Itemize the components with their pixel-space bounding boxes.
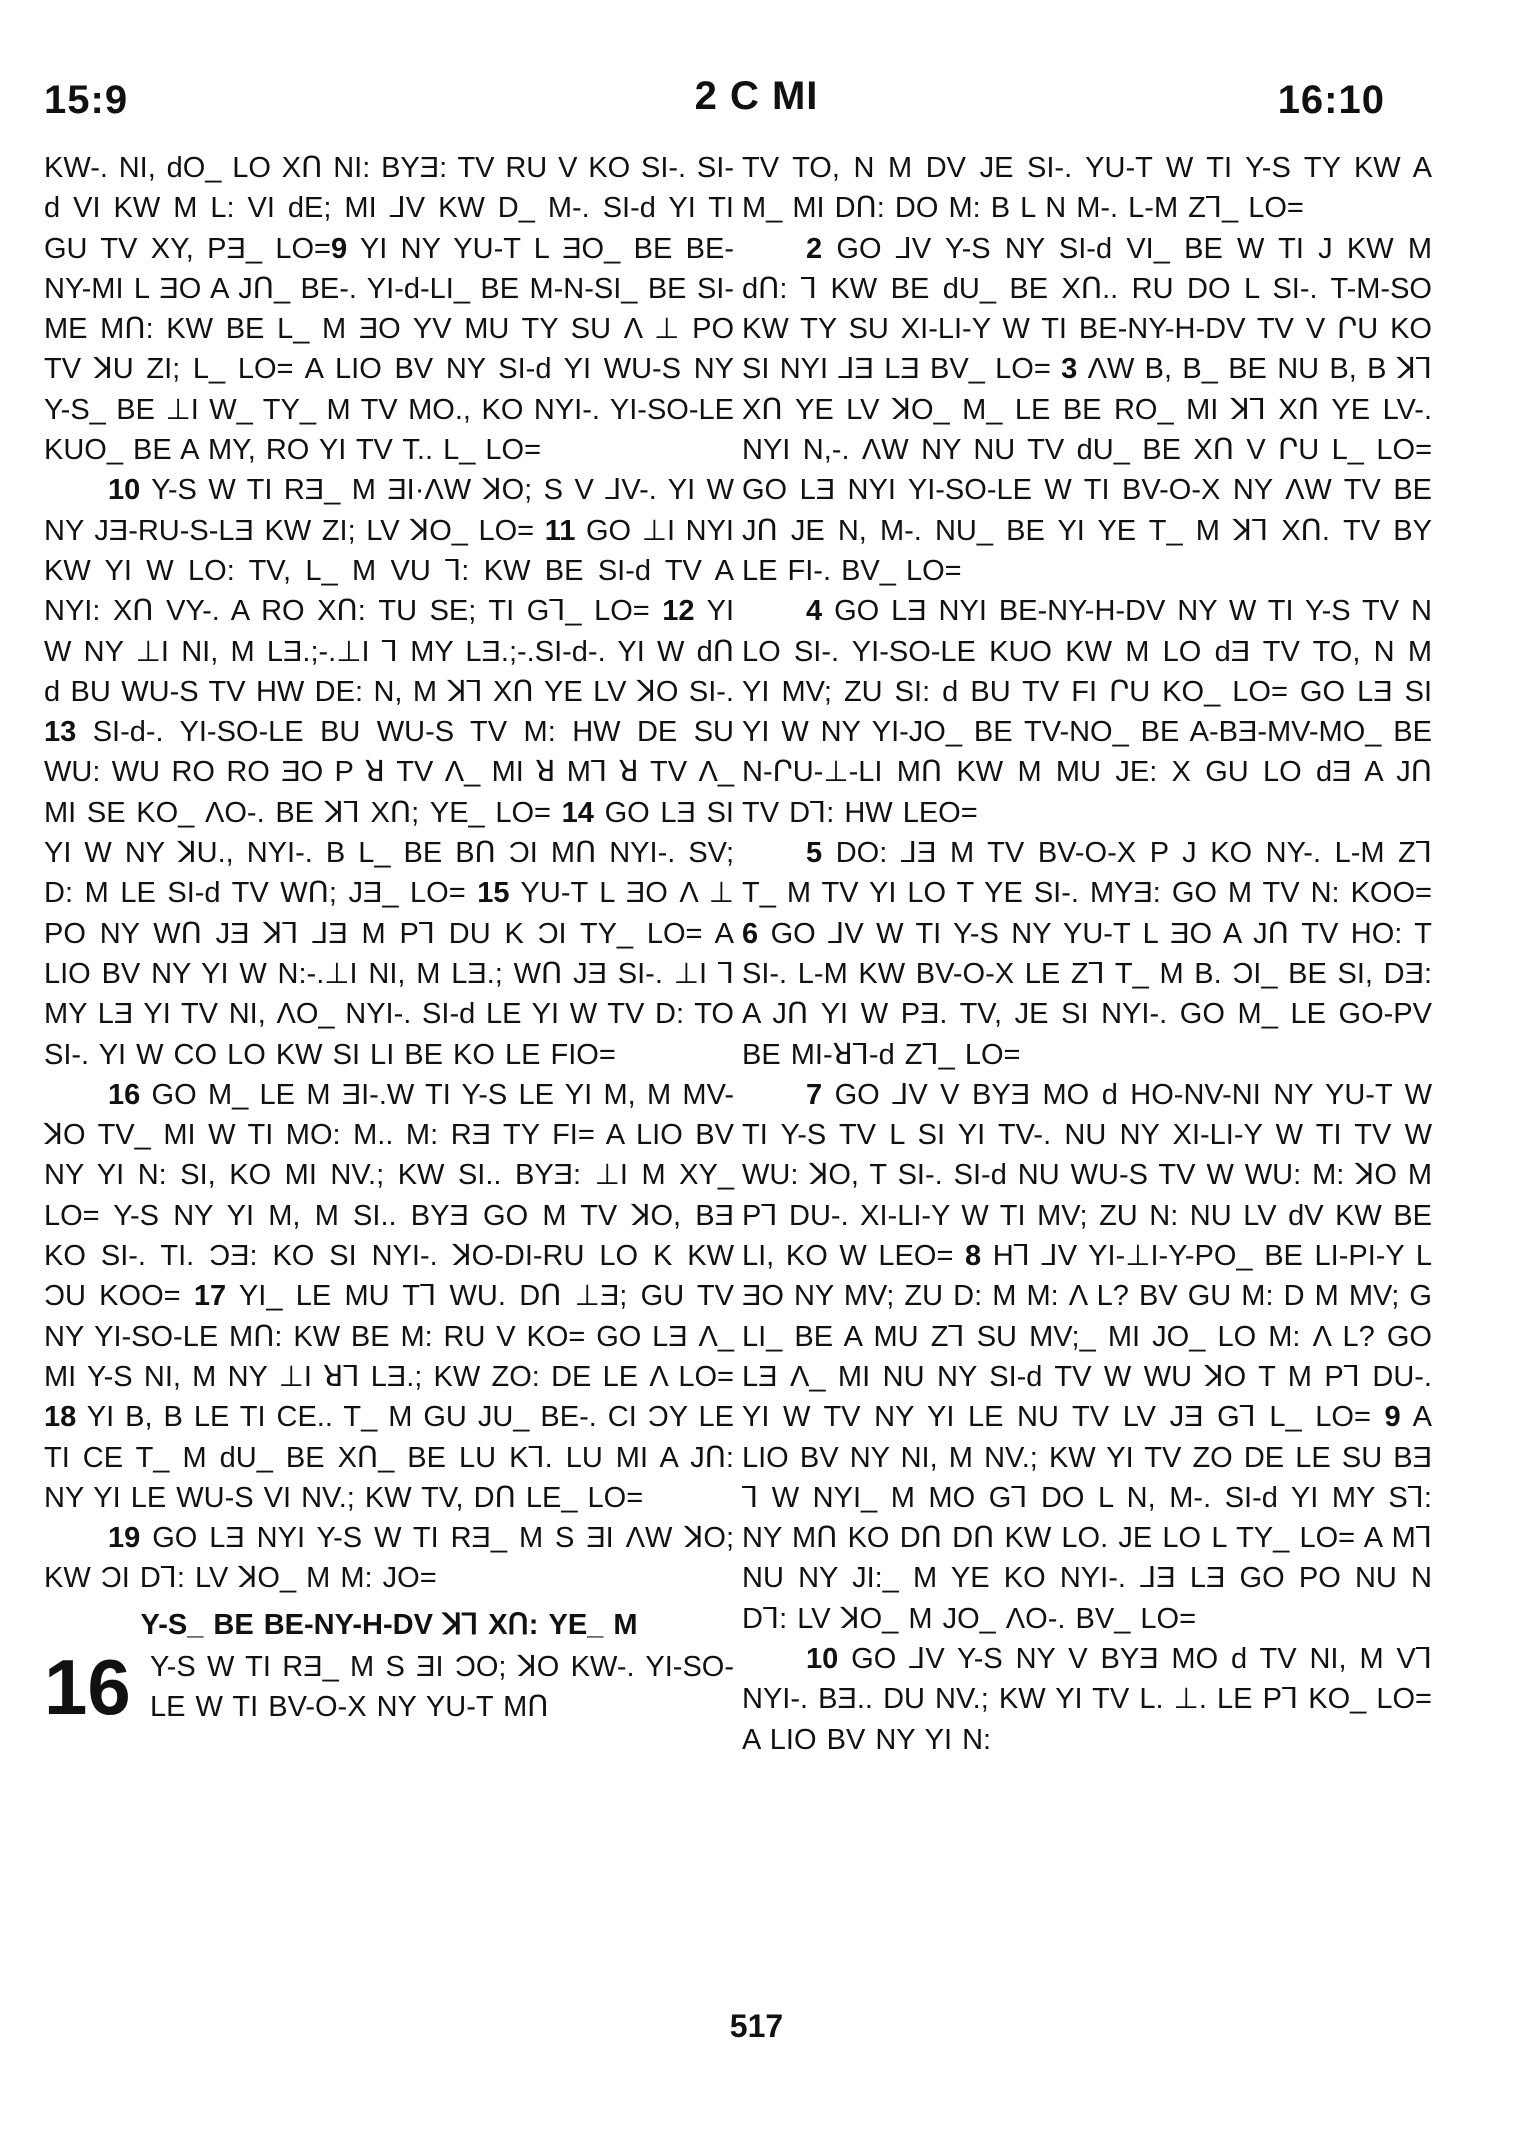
verse-number: 7: [806, 1078, 823, 1111]
page-header: [0, 70, 1513, 130]
header-book-title: 2 C MI: [694, 74, 819, 118]
verse-number: 2: [806, 232, 823, 265]
verse-text: GO LƎ SI YI W NY ꓘU., NYI-. B L_ BE BՈ ƆI MՈ NYI-. SV; D: M LE SI-d TV WՈ; JƎ_ LO=: [44, 796, 734, 910]
chapter-opening-text: Y-S W TI RƎ_ M S ƎI ƆO; ꓘO KW-. YI-SO-LE W TI BV-O-X NY YU-T MՈ: [150, 1650, 734, 1724]
verse-number: 12: [662, 595, 695, 628]
paragraph: [44, 470, 734, 1074]
paragraph: [742, 1639, 1432, 1760]
header-reference-start: 15:9: [44, 78, 129, 122]
verse-number: 18: [44, 1401, 77, 1434]
paragraph: [742, 229, 1432, 592]
verse-text: Y-S W TI RƎ_ M ƎI·ΛW ꓘO; S V ⅃V-. YI W NY JƎ-RU-S-LƎ KW ZI; LV ꓘO_ LO=: [44, 474, 734, 547]
verse-text: GO LƎ NYI BE-NY-H-DV NY W TI Y-S TV N LO SI-. YI-SO-LE KUO KW M LO dƎ TV TO, N M YI MV; ZU SI: d BU TV FI ՐU KO_ LO= GO LƎ SI YI W NY YI-JO_ BE TV-NO_ BE A-BƎ-MV-MO_ BE N-ՐU-⊥-LI MՈ KW M MU JE: X GU LO dƎ A JՈ TV D⅂: HW LEO=: [742, 595, 1432, 829]
verse-text: GO LƎ NYI Y-S W TI RƎ_ M S ƎI ΛW ꓘO; KW ƆI D⅂: LV ꓘO_ M M: JO=: [44, 1522, 734, 1595]
paragraph: [742, 1075, 1432, 1639]
verse-number: 9: [330, 232, 348, 265]
verse-number: 17: [193, 1280, 227, 1313]
header-reference-end: 16:10: [1277, 78, 1385, 122]
verse-text: A LIO BV NY NI, M NV.; KW YI TV ZO DE LE SU BƎ ⅂ W NYI_ M MO G⅂ DO L N, M-. SI-d YI MY S⅂: NY MՈ KO DՈ DՈ KW LO. JE LO L TY_ LO= A M⅂ NU NY JI:_ M YE KO NYI-. ⅃Ǝ LƎ GO PO NU N D⅂: LV ꓘO_ M JO_ ΛO-. BV_ LO=: [742, 1401, 1432, 1635]
verse-number: 15: [477, 877, 510, 910]
verse-number: 4: [806, 595, 823, 628]
verse-text: YI B, B LE TI CE.. T_ M GU JU_ BE-. CI ƆY LE TI CE T_ M dU_ BE XՈ_ BE LU K⅂. LU MI A JՈ: NY YI LE WU-S VI NV.; KW TV, DՈ LE_ LO=: [44, 1401, 734, 1514]
verse-number: 6: [742, 917, 759, 950]
paragraph: [44, 1518, 734, 1599]
verse-text: KW-. NI, dO_ LO XՈ NI: BYƎ: TV RU V KO SI-. SI-d VI KW M L: VI dE; MI ⅃V KW D_ M-. SI-d YI TI GU TV XY, PƎ_ LO=: [44, 152, 734, 265]
verse-number: 14: [561, 796, 594, 829]
page-number: 517: [729, 2008, 784, 2044]
paragraph: [44, 148, 734, 470]
verse-text: ΛW B, B_ BE NU B, B ꓘ⅂ XՈ YE LV ꓘO_ M_ LE BE RO_ MI ꓘ⅂ XՈ YE LV-. NYI N,-. ΛW NY NU TV dU_ BE XՈ V ՐU L_ LO= GO LƎ NYI YI-SO-LE W TI BV-O-X NY ΛW TV BE JՈ JE N, M-. NU_ BE YI YE T_ M ꓘ⅂ XՈ. TV BY LE FI-. BV_ LO=: [742, 353, 1432, 587]
verse-number: 19: [108, 1522, 141, 1555]
verse-text: GO ⅃V V BYƎ MO d HO-NV-NI NY YU-T W TI Y-S TV L SI YI TV-. NU NY XI-LI-Y W TI TV W WU: ꓘO, T SI-. SI-d NU WU-S TV W WU: M: ꓘO M P⅂ DU-. XI-LI-Y W TI MV; ZU N: NU LV dV KW BE LI, KO W LEO=: [742, 1078, 1432, 1273]
verse-text: YU-T L ƎO Λ ⊥ PO NY WՈ JƎ ꓘ⅂ ⅃Ǝ M P⅂ DU K ƆI TY_ LO= A LIO BV NY YI W N:-.⊥I NI, M LƎ.; WՈ JƎ SI-. ⊥I ⅂ MY LƎ YI TV NI, ΛO_ NYI-. SI-d LE YI W TV D: TO SI-. YI W CO LO KW SI LI BE KO LE FIO=: [44, 877, 734, 1071]
verse-number: 11: [544, 514, 576, 547]
verse-text: GO ⊥I NYI KW YI W LO: TV, L_ M VU ⅂: KW BE SI-d TV A NYI: XՈ VY-. A RO XՈ: TU SE; TI G⅂_ LO=: [44, 514, 734, 628]
verse-number: 16: [108, 1078, 141, 1111]
verse-number: 8: [965, 1240, 982, 1273]
chapter-heading: Y-S_ BE BE-NY-H-DV ꓘ⅂ XՈ: YE_ M: [140, 1608, 638, 1641]
verse-text: YI_ LE MU T⅂ WU. DՈ ⊥Ǝ; GU TV NY YI-SO-LE MՈ: KW BE M: RU V KO= GO LƎ Λ_ MI Y-S NI, M NY ⊥I ꓤ⅂ LƎ.; KW ZO: DE LE Λ LO=: [44, 1280, 734, 1393]
verse-text: GO ⅃V Y-S NY SI-d VI_ BE W TI J KW M dՈ: ⅂ KW BE dU_ BE XՈ.. RU DO L SI-. T-M-SO KW TY SU XI-LI-Y W TI BE-NY-H-DV TV V ՐU KO SI NYI ⅃Ǝ LƎ BV_ LO=: [742, 232, 1432, 386]
paragraph: [44, 1075, 734, 1518]
verse-number: 13: [44, 716, 77, 749]
verse-text: GO ⅃V W TI Y-S NY YU-T L ƎO A JՈ TV HO: T SI-. L-M KW BV-O-X LE Z⅂ T_ M B. ƆI_ BE SI, DƎ: A JՈ YI W PƎ. TV, JE SI NYI-. GO M_ LE GO-PV BE MI-ꓤ⅂-d Z⅂_ LO=: [742, 917, 1432, 1071]
verse-number: 10: [806, 1642, 839, 1675]
verse-text: YI W NY ⊥I NI, M LƎ.;-.⊥I ⅂ MY LƎ.;-.SI-d-. YI W dՈ d BU WU-S TV HW DE: N, M ꓘ⅂ XՈ YE LV ꓘO SI-.: [44, 595, 735, 708]
paragraph: [742, 833, 1432, 1075]
verse-number: 9: [1384, 1401, 1401, 1434]
verse-number: 5: [806, 837, 823, 870]
chapter-start: [44, 1642, 734, 1731]
verse-text: GO ⅃V Y-S NY V BYƎ MO d TV NI, M V⅂ NYI-. BƎ.. DU NV.; KW YI TV L. ⊥. LE P⅂ KO_ LO= A LIO BV NY YI N:: [742, 1642, 1432, 1756]
paragraph: [742, 591, 1432, 833]
verse-text: GO M_ LE M ƎI-.W TI Y-S LE YI M, M MV-ꓘO TV_ MI W TI MO: M.. M: RƎ TY FI= A LIO BV NY YI N: SI, KO MI NV.; KW SI.. BYƎ: ⊥I M XY_ LO= Y-S NY YI M, M SI.. BYƎ GO M TV ꓘO, BƎ KO SI-. TI. ƆƎ: KO SI NYI-. ꓘO-DI-RU LO K KW ƆU KOO=: [44, 1078, 734, 1313]
verse-text: YI NY YU-T L ƎO_ BE BE-NY-MI L ƎO A JՈ_ BE-. YI-d-LI_ BE M-N-SI_ BE SI-ME MՈ: KW BE L_ M ƎO YV MU TY SU Λ ⊥ PO TV ꓘU ZI; L_ LO= A LIO BV NY SI-d YI WU-S NY Y-S_ BE ⊥I W_ TY_ M TV MO., KO NYI-. YI-SO-LE KUO_ BE A MY, RO YI TV T.. L_ LO=: [44, 232, 734, 467]
right-column: [742, 148, 1432, 1760]
verse-text: DO: ⅃Ǝ M TV BV-O-X P J KO NY-. L-M Z⅂ T_ M TV YI LO T YE SI-. MYƎ: GO M TV N: KOO=: [742, 837, 1432, 910]
verse-text: SI-d-. YI-SO-LE BU WU-S TV M: HW DE SU WU: WU RO RO ƎO P ꓤ TV Λ_ MI ꓤ M⅂ ꓤ TV Λ_ MI SE KO_ ΛO-. BE ꓘ⅂ XՈ; YE_ LO=: [44, 716, 734, 829]
verse-number: 3: [1061, 353, 1078, 386]
chapter-number: 16: [44, 1642, 131, 1731]
verse-number: 10: [108, 474, 141, 507]
paragraph: TV TO, N M DV JE SI-. YU-T W TI Y-S TY KW A M_ MI DՈ: DO M: B L N M-. L-M Z⅂_ LO=: [742, 152, 1432, 225]
verse-text: H⅂ ⅃V YI-⊥I-Y-PO_ BE LI-PI-Y L ƎO NY MV; ZU D: M M: Λ L? BV GU M: D M MV; G LI_ BE A MU Z⅂ SU MV;_ MI JO_ LO M: Λ L? GO LƎ Λ_ MI NU NY SI-d TV W WU ꓘO T M P⅂ DU-. YI W TV NY YI LE NU TV LV JƎ G⅂ L_ LO=: [742, 1240, 1432, 1434]
left-column: [44, 148, 735, 1731]
